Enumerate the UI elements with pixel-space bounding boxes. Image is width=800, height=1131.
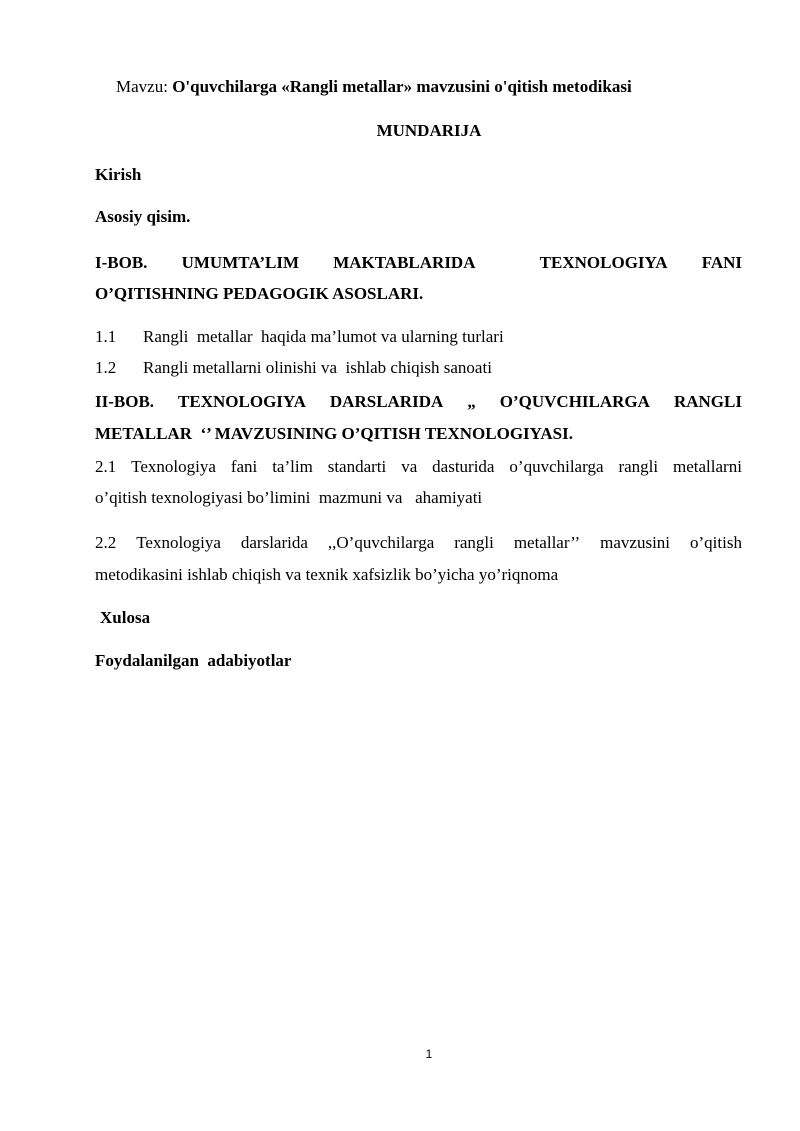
section-number: 1.2 xyxy=(95,358,117,377)
section21-word: ta’lim xyxy=(272,457,313,476)
chapter2-word: RANGLI xyxy=(673,392,742,411)
chapter2-word: DARSLARIDA xyxy=(329,392,444,411)
chapter2-word: II-BOB. xyxy=(95,392,155,411)
topic-prefix: Mavzu: xyxy=(116,77,173,96)
toc-references: Foydalanilgan adabiyotlar xyxy=(95,651,292,670)
toc-section-2-1-line2: o’qitish texnologiyasi bo’limini mazmuni va ahamiyati xyxy=(95,488,483,507)
page-number: 1 xyxy=(425,1047,433,1061)
toc-section-2-2-line2: metodikasini ishlab chiqish va texnik xafsizlik bo’yicha yo’riqnoma xyxy=(95,565,559,584)
section22-word: o’qitish xyxy=(690,533,742,552)
chapter1-word: I-BOB. xyxy=(95,253,148,272)
toc-intro: Kirish xyxy=(95,165,142,184)
chapter1-word: UMUMTA’LIM xyxy=(181,253,300,272)
section21-word: fani xyxy=(230,457,258,476)
toc-conclusion: Xulosa xyxy=(100,608,151,627)
chapter2-word: „ xyxy=(467,392,476,411)
section21-word: 2.1 xyxy=(95,457,117,476)
toc-section-2-2-line1 xyxy=(95,533,742,553)
toc-main-part: Asosiy qisim. xyxy=(95,207,191,226)
toc-chapter2-line1 xyxy=(95,392,742,412)
section-text: Rangli metallarni olinishi va ishlab chiqish sanoati xyxy=(143,358,492,377)
section-text: Rangli metallar haqida ma’lumot va ularning turlari xyxy=(143,327,504,346)
toc-chapter1-line2: O’QITISHNING PEDAGOGIK ASOSLARI. xyxy=(95,284,424,303)
section22-word: darslarida xyxy=(240,533,308,552)
toc-section-1-2 xyxy=(95,358,492,378)
toc-chapter2-line2: METALLAR ‘’ MAVZUSINING O’QITISH TEXNOLOGIYASI. xyxy=(95,424,573,443)
topic-title: O'quvchilarga «Rangli metallar» mavzusini o'qitish metodikasi xyxy=(172,77,632,96)
toc-chapter1-line1 xyxy=(95,253,742,273)
section21-word: metallarni xyxy=(673,457,742,476)
toc-section-1-1 xyxy=(95,327,504,347)
section21-word: rangli xyxy=(618,457,659,476)
section22-word: ,,O’quvchilarga xyxy=(327,533,435,552)
section22-word: mavzusini xyxy=(600,533,671,552)
section21-word: Texnologiya xyxy=(131,457,216,476)
section21-word: standarti xyxy=(327,457,387,476)
chapter1-word: TEXNOLOGIYA xyxy=(539,253,668,272)
section22-word: metallar’’ xyxy=(513,533,581,552)
topic-line xyxy=(116,77,632,97)
section22-word: 2.2 xyxy=(95,533,117,552)
contents-title: MUNDARIJA xyxy=(376,121,482,140)
section22-word: rangli xyxy=(454,533,494,552)
chapter1-word: MAKTABLARIDA xyxy=(333,253,476,272)
section21-word: dasturida xyxy=(432,457,495,476)
chapter2-word: O’QUVCHILARGA xyxy=(499,392,650,411)
section22-word: Texnologiya xyxy=(136,533,221,552)
section21-word: va xyxy=(401,457,418,476)
chapter2-word: TEXNOLOGIYA xyxy=(178,392,306,411)
section21-word: o’quvchilarga xyxy=(509,457,604,476)
chapter1-word: FANI xyxy=(701,253,742,272)
toc-section-2-1-line1 xyxy=(95,457,742,477)
section-number: 1.1 xyxy=(95,327,117,346)
